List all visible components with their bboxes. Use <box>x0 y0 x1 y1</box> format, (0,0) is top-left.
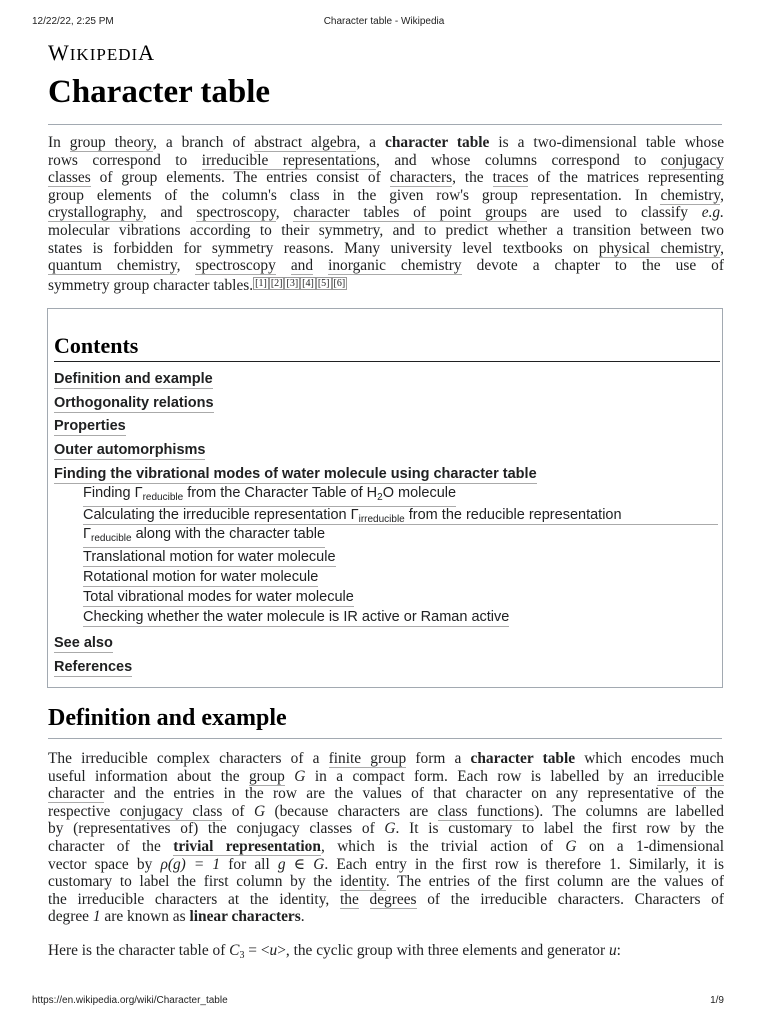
link-traces[interactable]: traces <box>492 169 529 187</box>
link-trivial-representation[interactable]: trivial representation <box>173 837 321 855</box>
toc-item-finding-vibrational-modes[interactable]: Finding the vibrational modes of water molecule using character table <box>54 466 537 482</box>
section-divider <box>48 738 722 739</box>
link-identity[interactable]: identity <box>339 873 386 891</box>
citation-5[interactable]: [5] <box>317 277 330 289</box>
toc-heading: Contents <box>54 333 139 358</box>
link-class-functions[interactable]: class functions <box>437 802 535 820</box>
link-irreducible-representations[interactable]: irreducible representations <box>201 151 376 169</box>
character-table-intro: Here is the character table of $C_3 = <u>$, the cyclic group with three elements and generator u: <box>48 942 621 961</box>
toc-divider <box>54 361 720 362</box>
toc-subitem-calculating-irreducible[interactable]: Calculating the irreducible representation $\Gamma_{irreducible}$ from the reducible representation <box>83 507 622 525</box>
link-irreducible-character-2[interactable]: character <box>48 785 105 803</box>
link-conjugacy-classes[interactable]: conjugacy <box>660 151 724 169</box>
link-group[interactable]: group <box>248 767 285 785</box>
citation-4[interactable]: [4] <box>302 277 314 289</box>
toc-subitem-calculating-irreducible-cont[interactable]: $\Gamma_{reducible}$ along with the character table <box>83 526 325 548</box>
toc-subitem-finding-reducible[interactable]: Finding $\Gamma_{reducible}$ from the Character Table of $H_2O$ molecule <box>83 485 456 507</box>
intro-paragraph: In group theory, a branch of abstract algebra, a character table is a two-dimensional table whose rows correspond to irreducible representations, and whose columns correspond to conjugacy classes of group elements. The entries consist of characters, the traces of the matrices representing group elements of the column's class in the given row's group representation. In chemistry, crystallography, and spectroscopy, character tables of point groups are used to classify e.g. molecular vibrations according to their symmetry, and to predict whether a transition between two states is forbidden for symmetry reasons. Many university level textbooks on physical chemistry, quantum chemistry, spectroscopy and inorganic chemistry devote a chapter to the use of symmetry group character tables. [1] [2] [3] [4] [5] [6] <box>48 134 725 294</box>
toc-item-properties[interactable]: Properties <box>54 418 126 434</box>
toc-subitem-translational[interactable]: Translational motion for water molecule <box>83 549 336 565</box>
table-of-contents <box>47 308 723 688</box>
print-footer <box>32 995 736 1011</box>
citation-1[interactable]: [1] <box>255 277 267 289</box>
link-physical-chemistry[interactable]: physical chemistry <box>598 239 721 257</box>
link-character-tables-point-groups[interactable]: character tables of point groups <box>293 204 527 222</box>
link-abstract-algebra[interactable]: abstract algebra <box>254 134 357 151</box>
link-spectroscopy[interactable]: spectroscopy <box>196 204 276 222</box>
toc-item-see-also[interactable]: See also <box>54 635 113 651</box>
section-heading-definition: Definition and example <box>48 705 287 731</box>
page-number: 1/9 <box>710 995 724 1006</box>
citation-6[interactable]: [6] <box>333 277 346 289</box>
link-characters[interactable]: characters <box>389 169 453 187</box>
citation-2[interactable]: [2] <box>270 277 283 289</box>
toc-subitem-total-vibrational[interactable]: Total vibrational modes for water molecule <box>83 589 354 605</box>
print-header <box>32 16 736 32</box>
link-group-theory[interactable]: group theory <box>69 134 153 151</box>
toc-subitem-rotational[interactable]: Rotational motion for water molecule <box>83 569 319 585</box>
toc-subitem-ir-raman[interactable]: Checking whether the water molecule is IR active or Raman active <box>83 609 510 625</box>
definition-paragraph: The irreducible complex characters of a finite group form a character table which encodes much useful information about the group G in a compact form. Each row is labelled by an irreducible character and the entries in the row are the values of that character on any representative of the respective conjugacy class of G (because characters are class functions). The columns are labelled by (representatives of) the conjugacy classes of G. It is customary to label the first row by the character of the trivial representation, which is the trivial action of G on a 1-dimensional vector space by ρ(g) = 1 for all g ∈ G. Each entry in the first row is therefore 1. Similarly, it is customary to label the first column by the identity. The entries of the first column are the values of the irreducible characters at the identity, the degrees of the irreducible characters. Characters of degree 1 are known as linear characters. <box>48 750 725 926</box>
citation-3[interactable]: [3] <box>286 277 299 289</box>
link-conjugacy-classes-2[interactable]: classes <box>48 169 91 187</box>
link-conjugacy-class[interactable]: conjugacy class <box>119 802 223 820</box>
toc-item-orthogonality[interactable]: Orthogonality relations <box>54 395 214 411</box>
page-title: Character table <box>48 74 271 110</box>
link-and[interactable]: and <box>290 257 314 275</box>
link-quantum-chemistry[interactable]: quantum chemistry <box>48 257 177 275</box>
toc-item-definition[interactable]: Definition and example <box>54 371 213 387</box>
print-page-title: Character table - Wikipedia <box>323 16 445 27</box>
link-crystallography[interactable]: crystallography <box>48 204 143 222</box>
toc-item-references[interactable]: References <box>54 659 133 675</box>
link-the[interactable]: the <box>339 890 359 908</box>
toc-item-outer-automorphisms[interactable]: Outer automorphisms <box>54 442 206 458</box>
print-datetime: 12/22/22, 2:25 PM <box>32 16 114 27</box>
wikipedia-wordmark[interactable]: WIKIPEDIA <box>48 40 156 65</box>
title-divider <box>48 124 722 125</box>
link-finite-group[interactable]: finite group <box>328 750 407 767</box>
link-chemistry[interactable]: chemistry <box>660 186 721 204</box>
link-irreducible-character[interactable]: irreducible <box>657 767 724 785</box>
link-degrees[interactable]: degrees <box>369 890 417 908</box>
toc-subitem-underline <box>83 524 718 525</box>
link-spectroscopy-2[interactable]: spectroscopy <box>195 257 276 275</box>
print-url: https://en.wikipedia.org/wiki/Character_table <box>32 995 228 1006</box>
link-inorganic-chemistry[interactable]: inorganic chemistry <box>328 257 462 275</box>
